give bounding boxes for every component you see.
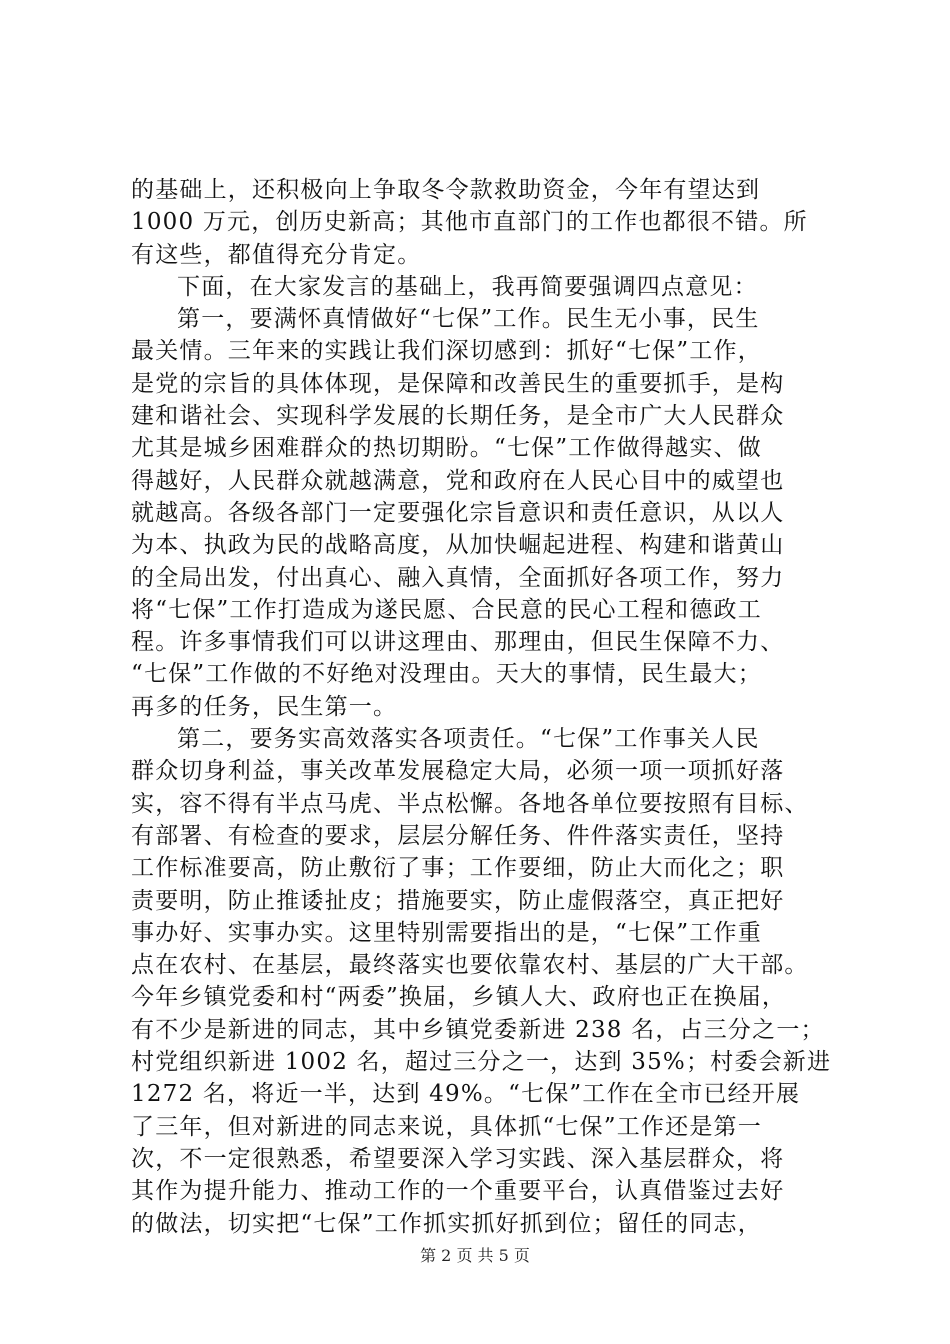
text-line: 是党的宗旨的具体体现，是保障和改善民生的重要抓手，是构 (131, 370, 785, 397)
text-line: 最关情。三年来的实践让我们深切感到：抓好“七保”工作， (131, 338, 762, 365)
text-line: 1000 万元，创历史新高；其他市直部门的工作也都很不错。所 (131, 209, 808, 236)
text-line: 有部署、有检查的要求，层层分解任务、件件落实责任，坚持 (131, 822, 785, 849)
document-body (131, 174, 831, 1240)
text-line: 今年乡镇党委和村“两委”换届，乡镇人大、政府也正在换届， (131, 984, 787, 1011)
text-line: 其作为提升能力、推动工作的一个重要平台，认真借鉴过去好 (131, 1178, 785, 1205)
text-line: 第二，要务实高效落实各项责任。“七保”工作事关人民 (177, 726, 760, 753)
text-line: 再多的任务，民生第一。 (131, 693, 398, 720)
text-line: 就越高。各级各部门一定要强化宗旨意识和责任意识，从以人 (131, 499, 785, 526)
text-line: 事办好、实事办实。这里特别需要指出的是，“七保”工作重 (131, 919, 762, 946)
text-line: 实，容不得有半点马虎、半点松懈。各地各单位要按照有目标、 (131, 790, 809, 817)
text-line: 得越好，人民群众就越满意，党和政府在人民心目中的威望也 (131, 467, 785, 494)
text-line: 将“七保”工作打造成为遂民愿、合民意的民心工程和德政工 (131, 596, 762, 623)
text-line: 建和谐社会、实现科学发展的长期任务，是全市广大人民群众 (131, 403, 785, 430)
text-line: 了三年，但对新进的同志来说，具体抓“七保”工作还是第一 (131, 1113, 762, 1140)
page-number-footer: 第 2 页 共 5 页 (420, 1246, 530, 1265)
text-line: “七保”工作做的不好绝对没理由。天大的事情，民生最大； (131, 661, 762, 688)
text-line: 点在农村、在基层，最终落实也要依靠农村、基层的广大干部。 (131, 952, 809, 979)
text-line: 有这些，都值得充分肯定。 (131, 241, 422, 268)
text-line: 的基础上，还积极向上争取冬令款救助资金，今年有望达到 (131, 177, 761, 203)
text-line: 1272 名，将近一半，达到 49%。“七保”工作在全市已经开展 (131, 1081, 801, 1108)
text-line: 的全局出发，付出真心、融入真情，全面抓好各项工作，努力 (131, 564, 785, 591)
text-line: 为本、执政为民的战略高度，从加快崛起进程、构建和谐黄山 (131, 532, 785, 559)
text-line: 有不少是新进的同志，其中乡镇党委新进 238 名，占三分之一； (131, 1016, 825, 1043)
text-line: 下面，在大家发言的基础上，我再简要强调四点意见： (177, 273, 758, 300)
text-line: 程。许多事情我们可以讲这理由、那理由，但民生保障不力、 (131, 629, 785, 656)
text-line: 村党组织新进 1002 名，超过三分之一，达到 35%；村委会新进 (131, 1049, 832, 1076)
text-line: 工作标准要高，防止敷衍了事；工作要细，防止大而化之；职 (131, 855, 785, 882)
text-line: 第一，要满怀真情做好“七保”工作。民生无小事，民生 (177, 306, 760, 333)
text-line: 责要明，防止推诿扯皮；措施要实，防止虚假落空，真正把好 (131, 887, 785, 914)
text-line: 尤其是城乡困难群众的热切期盼。“七保”工作做得越实、做 (131, 435, 762, 462)
text-line: 次，不一定很熟悉，希望要深入学习实践、深入基层群众，将 (131, 1145, 785, 1172)
text-line: 的做法，切实把“七保”工作抓实抓好抓到位；留任的同志， (131, 1210, 762, 1237)
text-line: 群众切身利益，事关改革发展稳定大局，必须一项一项抓好落 (131, 758, 785, 785)
